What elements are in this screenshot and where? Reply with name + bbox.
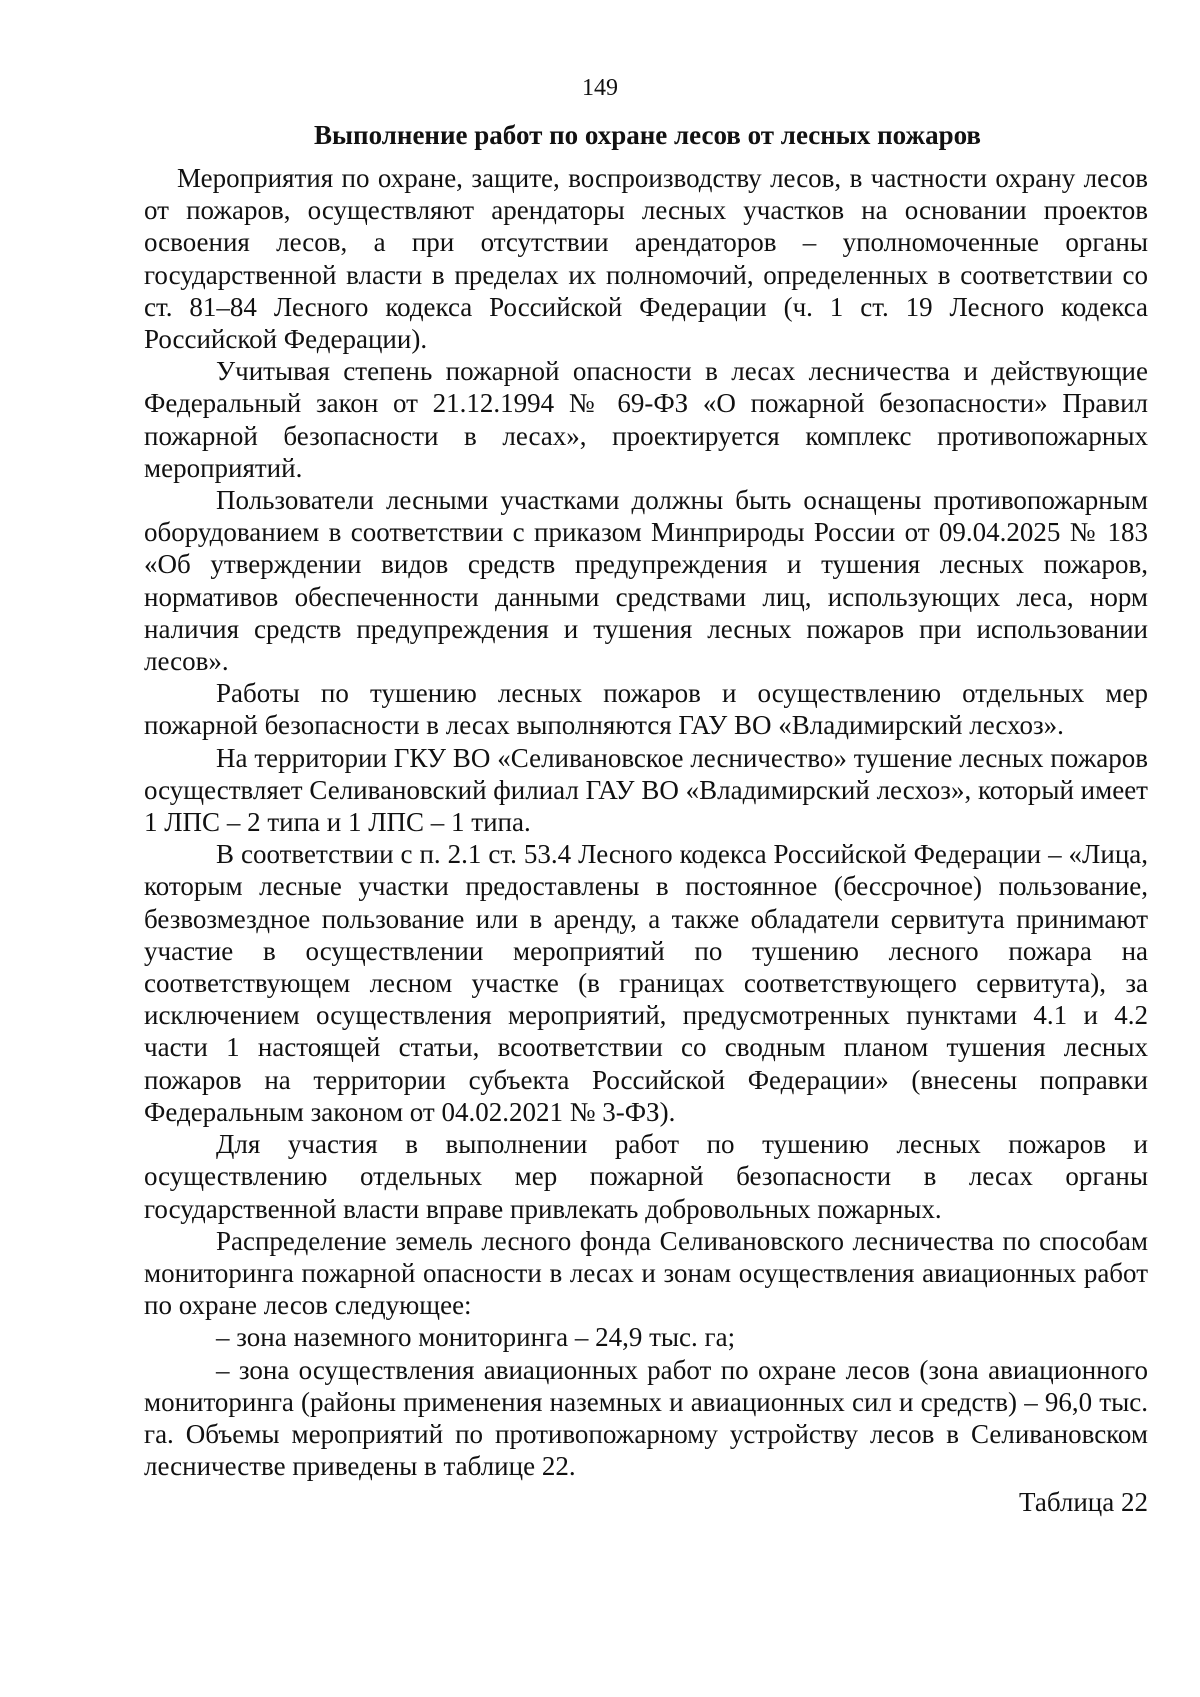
- paragraph-forest-code: В соответствии с п. 2.1 ст. 53.4 Лесного кодекса Российской Федерации – «Лица, которым лесные участки предоставлены в постоянное (бессрочное) пользование, безвозмездное пользование или в аренду, а также обладатели сервитута принимают участие в осуществлении мероприятий по тушению лесного пожара на соответствующем лесном участке (в границах соответствующего сервитута), за исключением осуществления мероприятий, предусмотренных пунктами 4.1 и 4.2 части 1 настоящей статьи, всоответствии со сводным планом тушения лесных пожаров на территории субъекта Российской Федерации» (внесены поправки Федеральным законом от 04.02.2021 № 3-ФЗ).: [144, 839, 1148, 1127]
- paragraph-fire-works: Работы по тушению лесных пожаров и осуществлению отдельных мер пожарной безопасности в лесах выполняются ГАУ ВО «Владимирский лесхоз».: [144, 678, 1148, 741]
- list-item-ground-monitoring: – зона наземного мониторинга – 24,9 тыс. га;: [216, 1322, 736, 1353]
- table-caption: Таблица 22: [1019, 1487, 1148, 1518]
- paragraph-equipment: Пользователи лесными участками должны быть оснащены противопожарным оборудованием в соответствии с приказом Минприроды России от 09.04.2025 № 183 «Об утверждении видов средств предупреждения и тушения лесных пожаров, нормативов обеспеченности данными средствами лиц, использующих леса, норм наличия средств предупреждения и тушения лесных пожаров при использовании лесов».: [144, 485, 1148, 677]
- paragraph-distribution: Распределение земель лесного фонда Селивановского лесничества по способам мониторинга пожарной опасности в лесах и зонам осуществления авиационных работ по охране лесов следующее:: [144, 1225, 1148, 1321]
- list-item-aviation-monitoring: – зона осуществления авиационных работ по охране лесов (зона авиационного мониторинга (районы применения наземных и авиационных сил и средств) – 96,0 тыс. га. Объемы мероприятий по противопожарному устройству лесов в Селивановском лесничестве приведены в таблице 22.: [144, 1354, 1148, 1482]
- section-heading: Выполнение работ по охране лесов от лесных пожаров: [313, 120, 982, 150]
- page-number: 149: [582, 75, 618, 101]
- paragraph-territory: На территории ГКУ ВО «Селивановское лесничество» тушение лесных пожаров осуществляет Селивановский филиал ГАУ ВО «Владимирский лесхоз», который имеет 1 ЛПС – 2 типа и 1 ЛПС – 1 типа.: [144, 742, 1148, 838]
- paragraph-fire-danger: Учитывая степень пожарной опасности в лесах лесничества и действующие Федеральный закон от 21.12.1994 № 69-ФЗ «О пожарной безопасности» Правил пожарной безопасности в лесах», проектируется комплекс противопожарных мероприятий.: [144, 356, 1148, 483]
- paragraph-volunteers: Для участия в выполнении работ по тушению лесных пожаров и осуществлению отдельных мер пожарной безопасности в лесах органы государственной власти вправе привлекать добровольных пожарных.: [144, 1129, 1148, 1224]
- document-body: [144, 162, 1148, 1519]
- paragraph-lease-holders: Мероприятия по охране, защите, воспроизводству лесов, в частности охрану лесов от пожаров, осуществляют арендаторы лесных участков на основании проектов освоения лесов, а при отсутствии арендаторов – уполномоченные органы государственной власти в пределах их полномочий, определенных в соответствии со ст. 81–84 Лесного кодекса Российской Федерации (ч. 1 ст. 19 Лесного кодекса Российской Федерации).: [144, 163, 1148, 355]
